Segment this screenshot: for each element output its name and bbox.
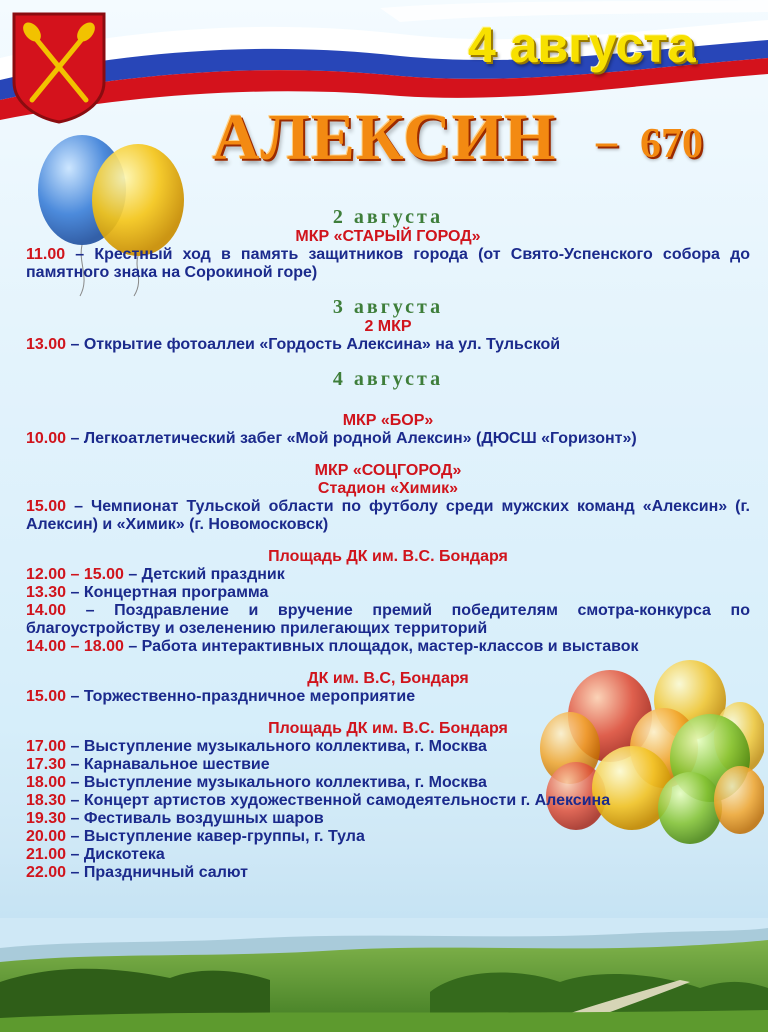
date-title: 4 августа: [468, 17, 696, 73]
event-text: – Крестный ход в память защитников города (от Свято-Успенского собора до памятного знака на Сорокиной горе): [26, 246, 750, 281]
event-time: 17.30: [26, 756, 67, 773]
city-crest-icon: [10, 12, 108, 124]
event-text: – Выступление кавер-группы, г. Тула: [66, 828, 365, 845]
schedule: [26, 206, 750, 882]
event-text: – Детский праздник: [123, 566, 285, 583]
event-text: – Чемпионат Тульской области по футболу среди мужских команд «Алексин» (г. Алексин) и «Химик» (г. Новомосковск): [26, 498, 750, 533]
event-time: 14.00: [26, 602, 67, 619]
event-item: [26, 846, 750, 864]
event-item: [26, 864, 750, 882]
venue-title: МКР «СТАРЫЙ ГОРОД»: [295, 228, 481, 245]
event-text: – Концерт артистов художественной самодеятельности г. Алексина: [66, 792, 611, 809]
title-dash: –: [596, 119, 617, 165]
day-heading: 2 августа: [332, 206, 444, 228]
event-time: 15.00: [26, 498, 67, 515]
event-item: [26, 498, 750, 534]
event-item: [26, 756, 750, 774]
venue-title: МКР «БОР»: [342, 412, 434, 429]
event-time: 22.00: [26, 864, 67, 881]
event-time: 19.30: [26, 810, 67, 827]
event-item: [26, 828, 750, 846]
venue-title: 2 МКР: [364, 318, 412, 335]
anniversary-number: 670: [640, 121, 703, 167]
venue-title: Площадь ДК им. В.С. Бондаря: [268, 548, 508, 565]
venue-subtitle: Стадион «Химик»: [317, 480, 459, 497]
event-text: – Карнавальное шествие: [66, 756, 270, 773]
event-item: [26, 738, 750, 756]
venue-title: Площадь ДК им. В.С. Бондаря: [268, 720, 508, 737]
event-item: [26, 774, 750, 792]
event-time: 10.00: [26, 430, 67, 447]
venue-title: ДК им. В.С, Бондаря: [307, 670, 469, 687]
event-item: [26, 246, 750, 282]
event-text: – Выступление музыкального коллектива, г. Москва: [66, 738, 487, 755]
event-item: [26, 602, 750, 638]
event-item: [26, 688, 750, 706]
event-item: [26, 430, 750, 448]
event-item: [26, 810, 750, 828]
landscape-image: [0, 918, 768, 1032]
event-text: – Открытие фотоаллеи «Гордость Алексина» на ул. Тульской: [66, 336, 561, 353]
event-time: 18.00: [26, 774, 67, 791]
event-time: 11.00: [26, 246, 66, 263]
event-time: 12.00 – 15.00: [26, 566, 124, 583]
event-item: [26, 566, 750, 584]
event-text: – Торжественно-праздничное мероприятие: [66, 688, 416, 705]
event-time: 18.30: [26, 792, 67, 809]
venue-title: МКР «СОЦГОРОД»: [314, 462, 462, 479]
event-text: – Работа интерактивных площадок, мастер-классов и выставок: [123, 638, 639, 655]
event-time: 17.00: [26, 738, 67, 755]
event-time: 13.30: [26, 584, 67, 601]
event-time: 15.00: [26, 688, 67, 705]
event-text: – Поздравление и вручение премий победителям смотра-конкурса по благоустройству и озеленению прилегающих территорий: [26, 602, 750, 637]
event-item: [26, 336, 750, 354]
event-text: – Концертная программа: [66, 584, 269, 601]
event-time: 13.00: [26, 336, 67, 353]
day-heading: 3 августа: [332, 296, 444, 318]
event-text: – Выступление музыкального коллектива, г. Москва: [66, 774, 487, 791]
event-item: [26, 792, 750, 810]
day-heading: 4 августа: [332, 368, 444, 390]
event-time: 20.00: [26, 828, 67, 845]
city-title: АЛЕКСИН: [212, 101, 557, 174]
event-text: – Легкоатлетический забег «Мой родной Алексин» (ДЮСШ «Горизонт»): [66, 430, 637, 447]
event-time: 21.00: [26, 846, 67, 863]
event-text: – Праздничный салют: [66, 864, 248, 881]
event-item: [26, 584, 750, 602]
event-text: – Фестиваль воздушных шаров: [66, 810, 324, 827]
event-text: – Дискотека: [66, 846, 165, 863]
event-item: [26, 638, 750, 656]
event-time: 14.00 – 18.00: [26, 638, 124, 655]
